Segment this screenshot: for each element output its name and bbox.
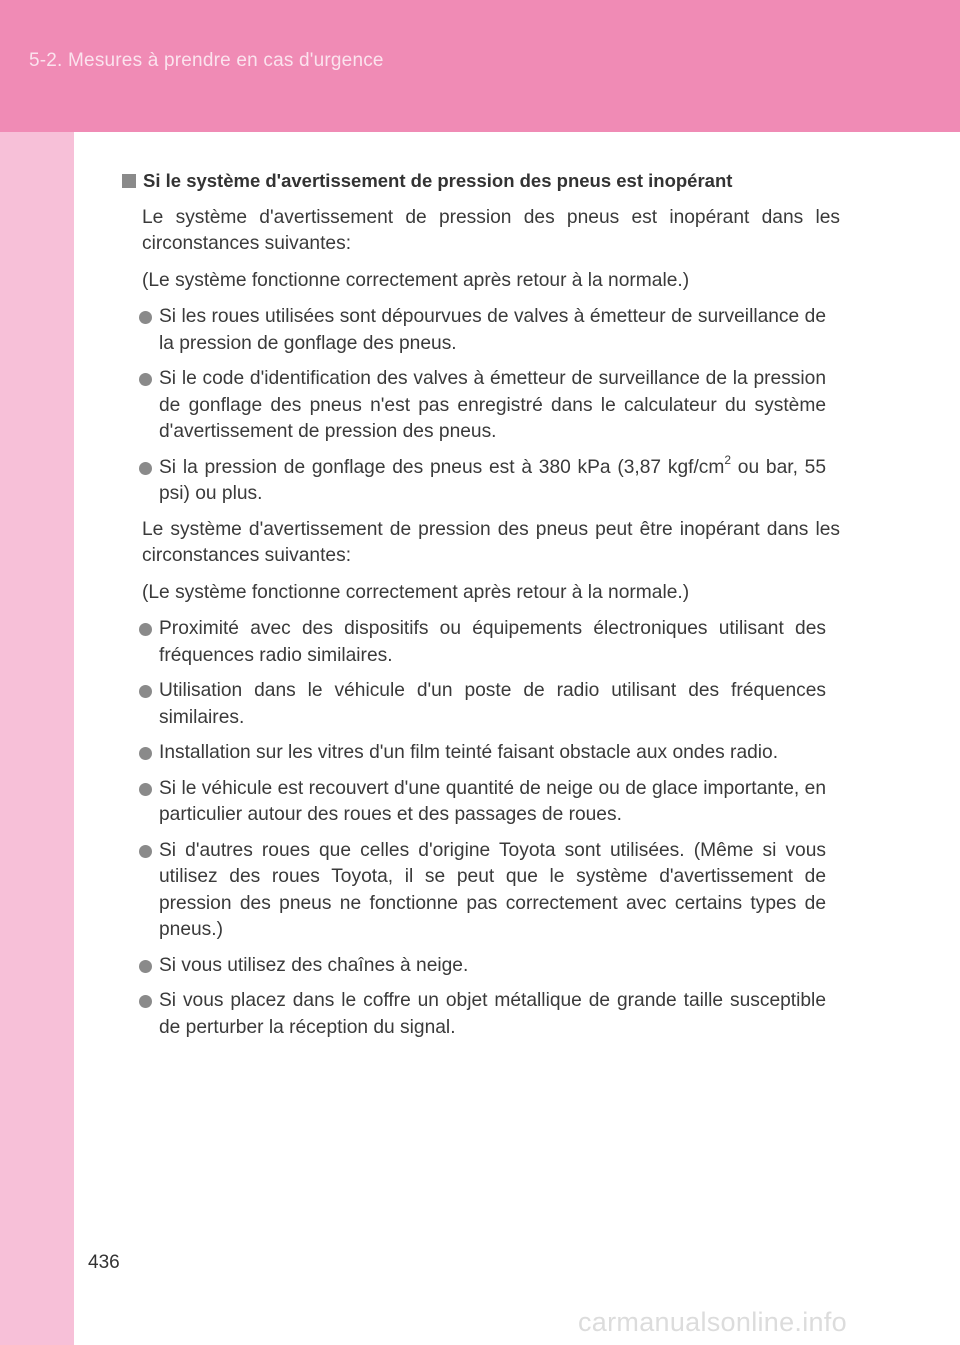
bullet-dot-icon	[139, 747, 152, 760]
pressure-text-before: Si la pression de gonflage des pneus est à 380 kPa (3,87 kgf/cm	[159, 456, 725, 478]
page-sidebar	[0, 132, 74, 1345]
note-paragraph-1: (Le système fonctionne correctement après retour à la normale.)	[142, 269, 690, 291]
list-item: Si les roues utilisées sont dépourvues de valves à émetteur de surveillance de la pression de gonflage des pneus.	[159, 304, 840, 357]
list-item: Si vous placez dans le coffre un objet métallique de grande taille susceptible de perturber la réception du signal.	[159, 988, 840, 1041]
bullet-dot-icon	[139, 685, 152, 698]
bullet-list-2	[122, 616, 840, 1041]
page-header	[0, 0, 960, 132]
list-item: Utilisation dans le véhicule d'un poste de radio utilisant des fréquences similaires.	[159, 678, 840, 731]
bullet-dot-icon	[139, 462, 152, 475]
bullet-list-1	[122, 304, 840, 508]
watermark: carmanualsonline.info	[578, 1307, 847, 1337]
chapter-title: 5-2. Mesures à prendre en cas d'urgence	[29, 50, 384, 71]
bullet-dot-icon	[139, 623, 152, 636]
list-item: Si le code d'identification des valves à émetteur de surveillance de la pression de gonflage des pneus n'est pas enregistré dans le calculateur du système d'avertissement de pression des pneus.	[159, 366, 840, 446]
bullet-dot-icon	[139, 311, 152, 324]
bullet-dot-icon	[139, 960, 152, 973]
intro-paragraph-1: Le système d'avertissement de pression des pneus est inopérant dans les circonstances suivantes:	[142, 206, 840, 254]
list-item: Proximité avec des dispositifs ou équipements électroniques utilisant des fréquences radio similaires.	[159, 616, 840, 669]
bullet-dot-icon	[139, 995, 152, 1008]
square-bullet-icon	[122, 174, 136, 188]
list-item: Si d'autres roues que celles d'origine Toyota sont utilisées. (Même si vous utilisez des roues Toyota, il se peut que le système d'avertissement de pression des pneus ne fonctionne pas correctement avec certains types de pneus.)	[159, 838, 840, 944]
bullet-dot-icon	[139, 373, 152, 386]
list-item: Si vous utilisez des chaînes à neige.	[159, 953, 840, 980]
section-heading	[122, 168, 840, 195]
pressure-text-after: ou bar, 55 psi) ou plus.	[159, 456, 827, 504]
list-item: Si le véhicule est recouvert d'une quantité de neige ou de glace importante, en particulier autour des roues et des passages de roues.	[159, 776, 840, 829]
bullet-dot-icon	[139, 783, 152, 796]
note-paragraph-2: (Le système fonctionne correctement après retour à la normale.)	[142, 581, 690, 603]
list-item: Installation sur les vitres d'un film teinté faisant obstacle aux ondes radio.	[159, 740, 840, 767]
main-content	[122, 168, 840, 1050]
superscript: 2	[724, 453, 732, 468]
section-title-text: Si le système d'avertissement de pression des pneus est inopérant	[143, 170, 733, 191]
bullet-dot-icon	[139, 845, 152, 858]
intro-paragraph-2: Le système d'avertissement de pression des pneus peut être inopérant dans les circonstances suivantes:	[142, 518, 840, 566]
page-number: 436	[88, 1252, 120, 1273]
list-item	[159, 455, 840, 508]
